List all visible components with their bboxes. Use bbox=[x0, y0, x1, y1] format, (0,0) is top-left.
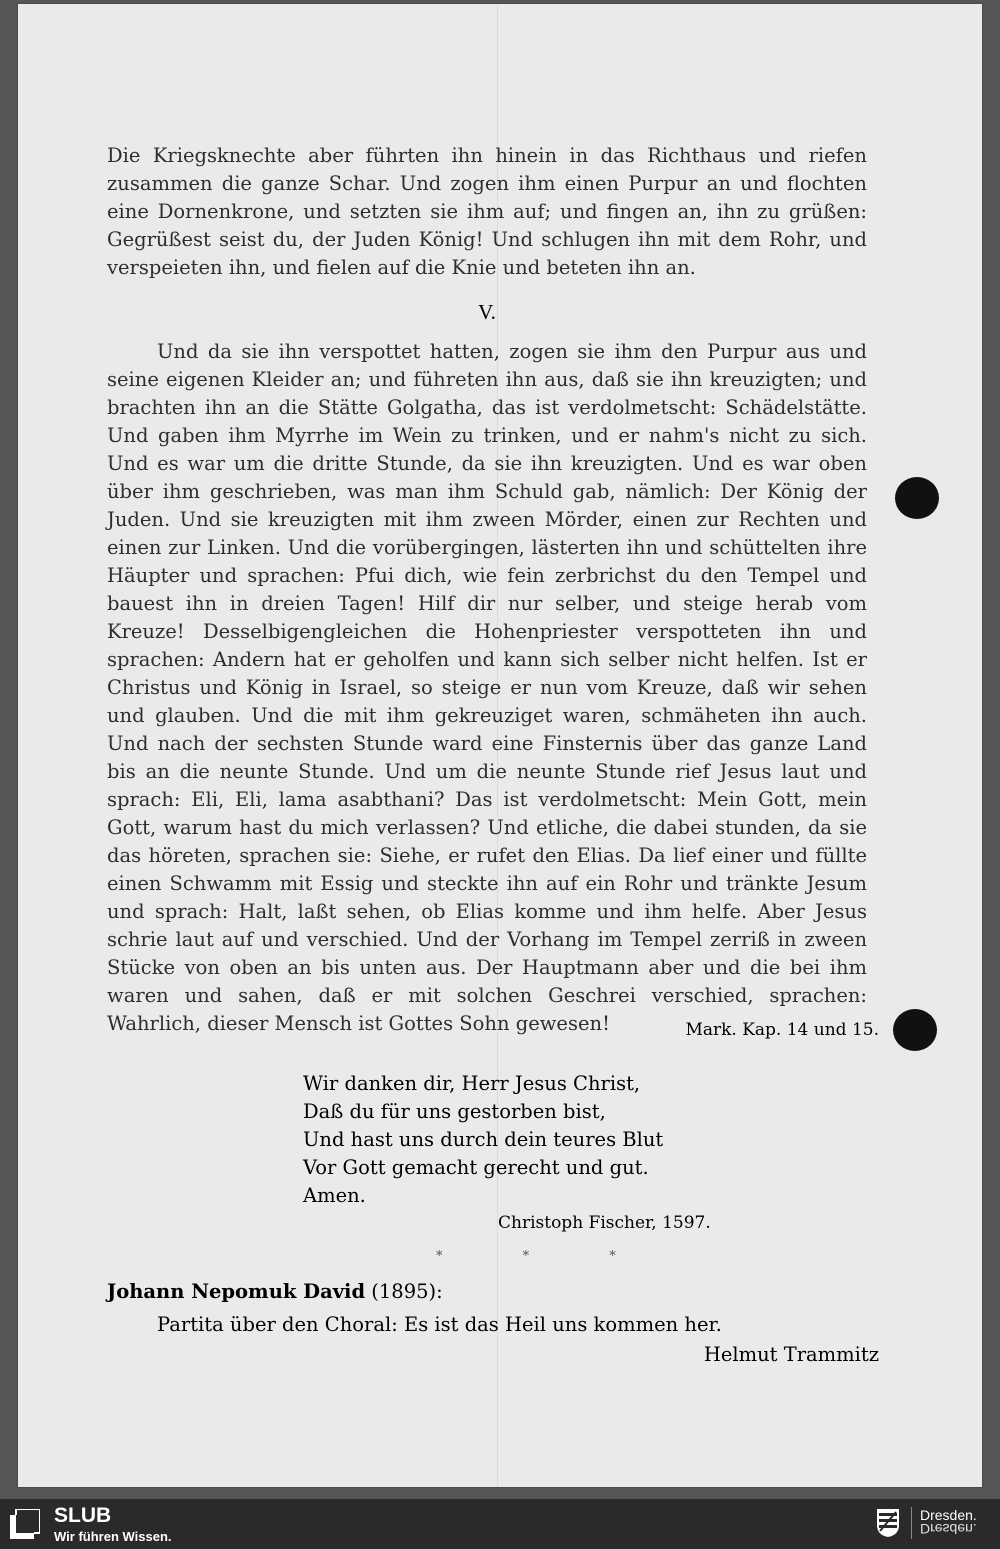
verse-line: Daß du für uns gestorben bist, bbox=[303, 1100, 606, 1123]
verse-author: Christoph Fischer, 1597. bbox=[498, 1213, 711, 1233]
library-name[interactable]: SLUB bbox=[54, 1504, 112, 1527]
dresden-logo[interactable] bbox=[920, 1507, 977, 1535]
composer-line bbox=[107, 1278, 443, 1306]
work-title: Partita über den Choral: Es ist das Heil uns kommen her. bbox=[157, 1313, 722, 1336]
section-heading: V. bbox=[478, 300, 496, 324]
library-tagline: Wir führen Wissen. bbox=[54, 1529, 172, 1544]
chorale-verse bbox=[303, 1070, 663, 1210]
paragraph-passion-part-4: Die Kriegsknechte aber führten ihn hinein in das Richthaus und riefen zusammen die ganze Schar. Und zogen ihm einen Purpur an und flochten eine Dornenkrone, und setzten sie ihm auf; und fingen an, ihn zu grüßen: Gegrüßest seist du, der Juden König! Und schlugen ihn mit dem Rohr, und verspeieten ihn, und fielen auf die Knie und beteten ihn an. bbox=[107, 144, 867, 279]
paragraph-passion-part-5: Und da sie ihn verspottet hatten, zogen sie ihm den Purpur aus und seine eigenen Kleider an; und führeten ihn aus, daß sie ihn kreuzigten; und brachten ihn an die Stätte Golgatha, das ist verdolmetscht: Schädelstätte. Und gaben ihm Myrrhe im Wein zu trinken, und er nahm's nicht zu sich. Und es war um die dritte Stunde, da sie ihn kreuzigten. Und es war oben über ihm geschrieben, was man ihm Schuld gab, nämlich: Der König der Juden. Und sie kreuzigten mit ihm zween Mörder, einen zur Rechten und einen zur Linken. Und die vorübergingen, lästerten ihn und schüttelten ihre Häupter und sprachen: Pfui dich, wie fein zerbrichst du den Tempel und bauest ihn in dreien Tagen! Hilf dir nur selber, und steige herab vom Kreuze! Desselbigengleichen die Hohenpriester verspotteten ihn und sprachen: Andern hat er geholfen und kann sich selber nicht helfen. Ist er Christus und König in Israel, so steige er nun vom Kreuze, daß wir sehen und glauben. Und die mit ihm gekreuziget waren, schmäheten ihn auch. Und nach der sechsten Stunde ward eine Finsternis über das ganze Land bis an die neunte Stunde. Und um die neunte Stunde rief Jesus laut und sprach: Eli, Eli, lama asabthani? Das ist verdolmetscht: Mein Gott, mein Gott, warum hast du mich verlassen? Und etliche, die dabei stunden, da sie das höreten, sprachen sie: Siehe, er rufet den Elias. Da lief einer und füllte einen Schwamm mit Essig und steckte ihn auf ein Rohr und tränkte Jesum und sprach: Halt, laßt sehen, ob Elias komme und ihm helfe. Aber Jesus schrie laut auf und verschied. Und der Vorhang im Tempel zerriß in zween Stücke von oben an bis unten aus. Der Hauptmann aber und die bei ihm waren und sahen, daß er mit solchen Geschrei verschied, sprachen: Wahrlich, dieser Mensch ist Gottes Sohn gewesen! bbox=[107, 340, 867, 1035]
performer-name: Helmut Trammitz bbox=[703, 1343, 879, 1366]
dresden-logo-reflection: Dresden. bbox=[920, 1521, 977, 1537]
section-separator: * * * bbox=[436, 1249, 654, 1264]
verse-line: Amen. bbox=[303, 1184, 366, 1207]
scripture-reference: Mark. Kap. 14 und 15. bbox=[685, 1020, 879, 1040]
punch-hole-upper bbox=[895, 477, 939, 519]
dresden-logo-text: Dresden. bbox=[920, 1507, 977, 1523]
footer-divider bbox=[911, 1507, 912, 1539]
punch-hole-lower bbox=[893, 1009, 937, 1051]
composer-name: Johann Nepomuk David bbox=[107, 1280, 366, 1303]
slub-logo-icon[interactable] bbox=[10, 1509, 40, 1539]
footer-bar bbox=[0, 1499, 1000, 1549]
composer-year: (1895): bbox=[371, 1280, 443, 1303]
saxony-crest-icon bbox=[876, 1508, 900, 1538]
verse-line: Wir danken dir, Herr Jesus Christ, bbox=[303, 1072, 641, 1095]
verse-line: Vor Gott gemacht gerecht und gut. bbox=[303, 1156, 649, 1179]
verse-line: Und hast uns durch dein teures Blut bbox=[303, 1128, 664, 1151]
